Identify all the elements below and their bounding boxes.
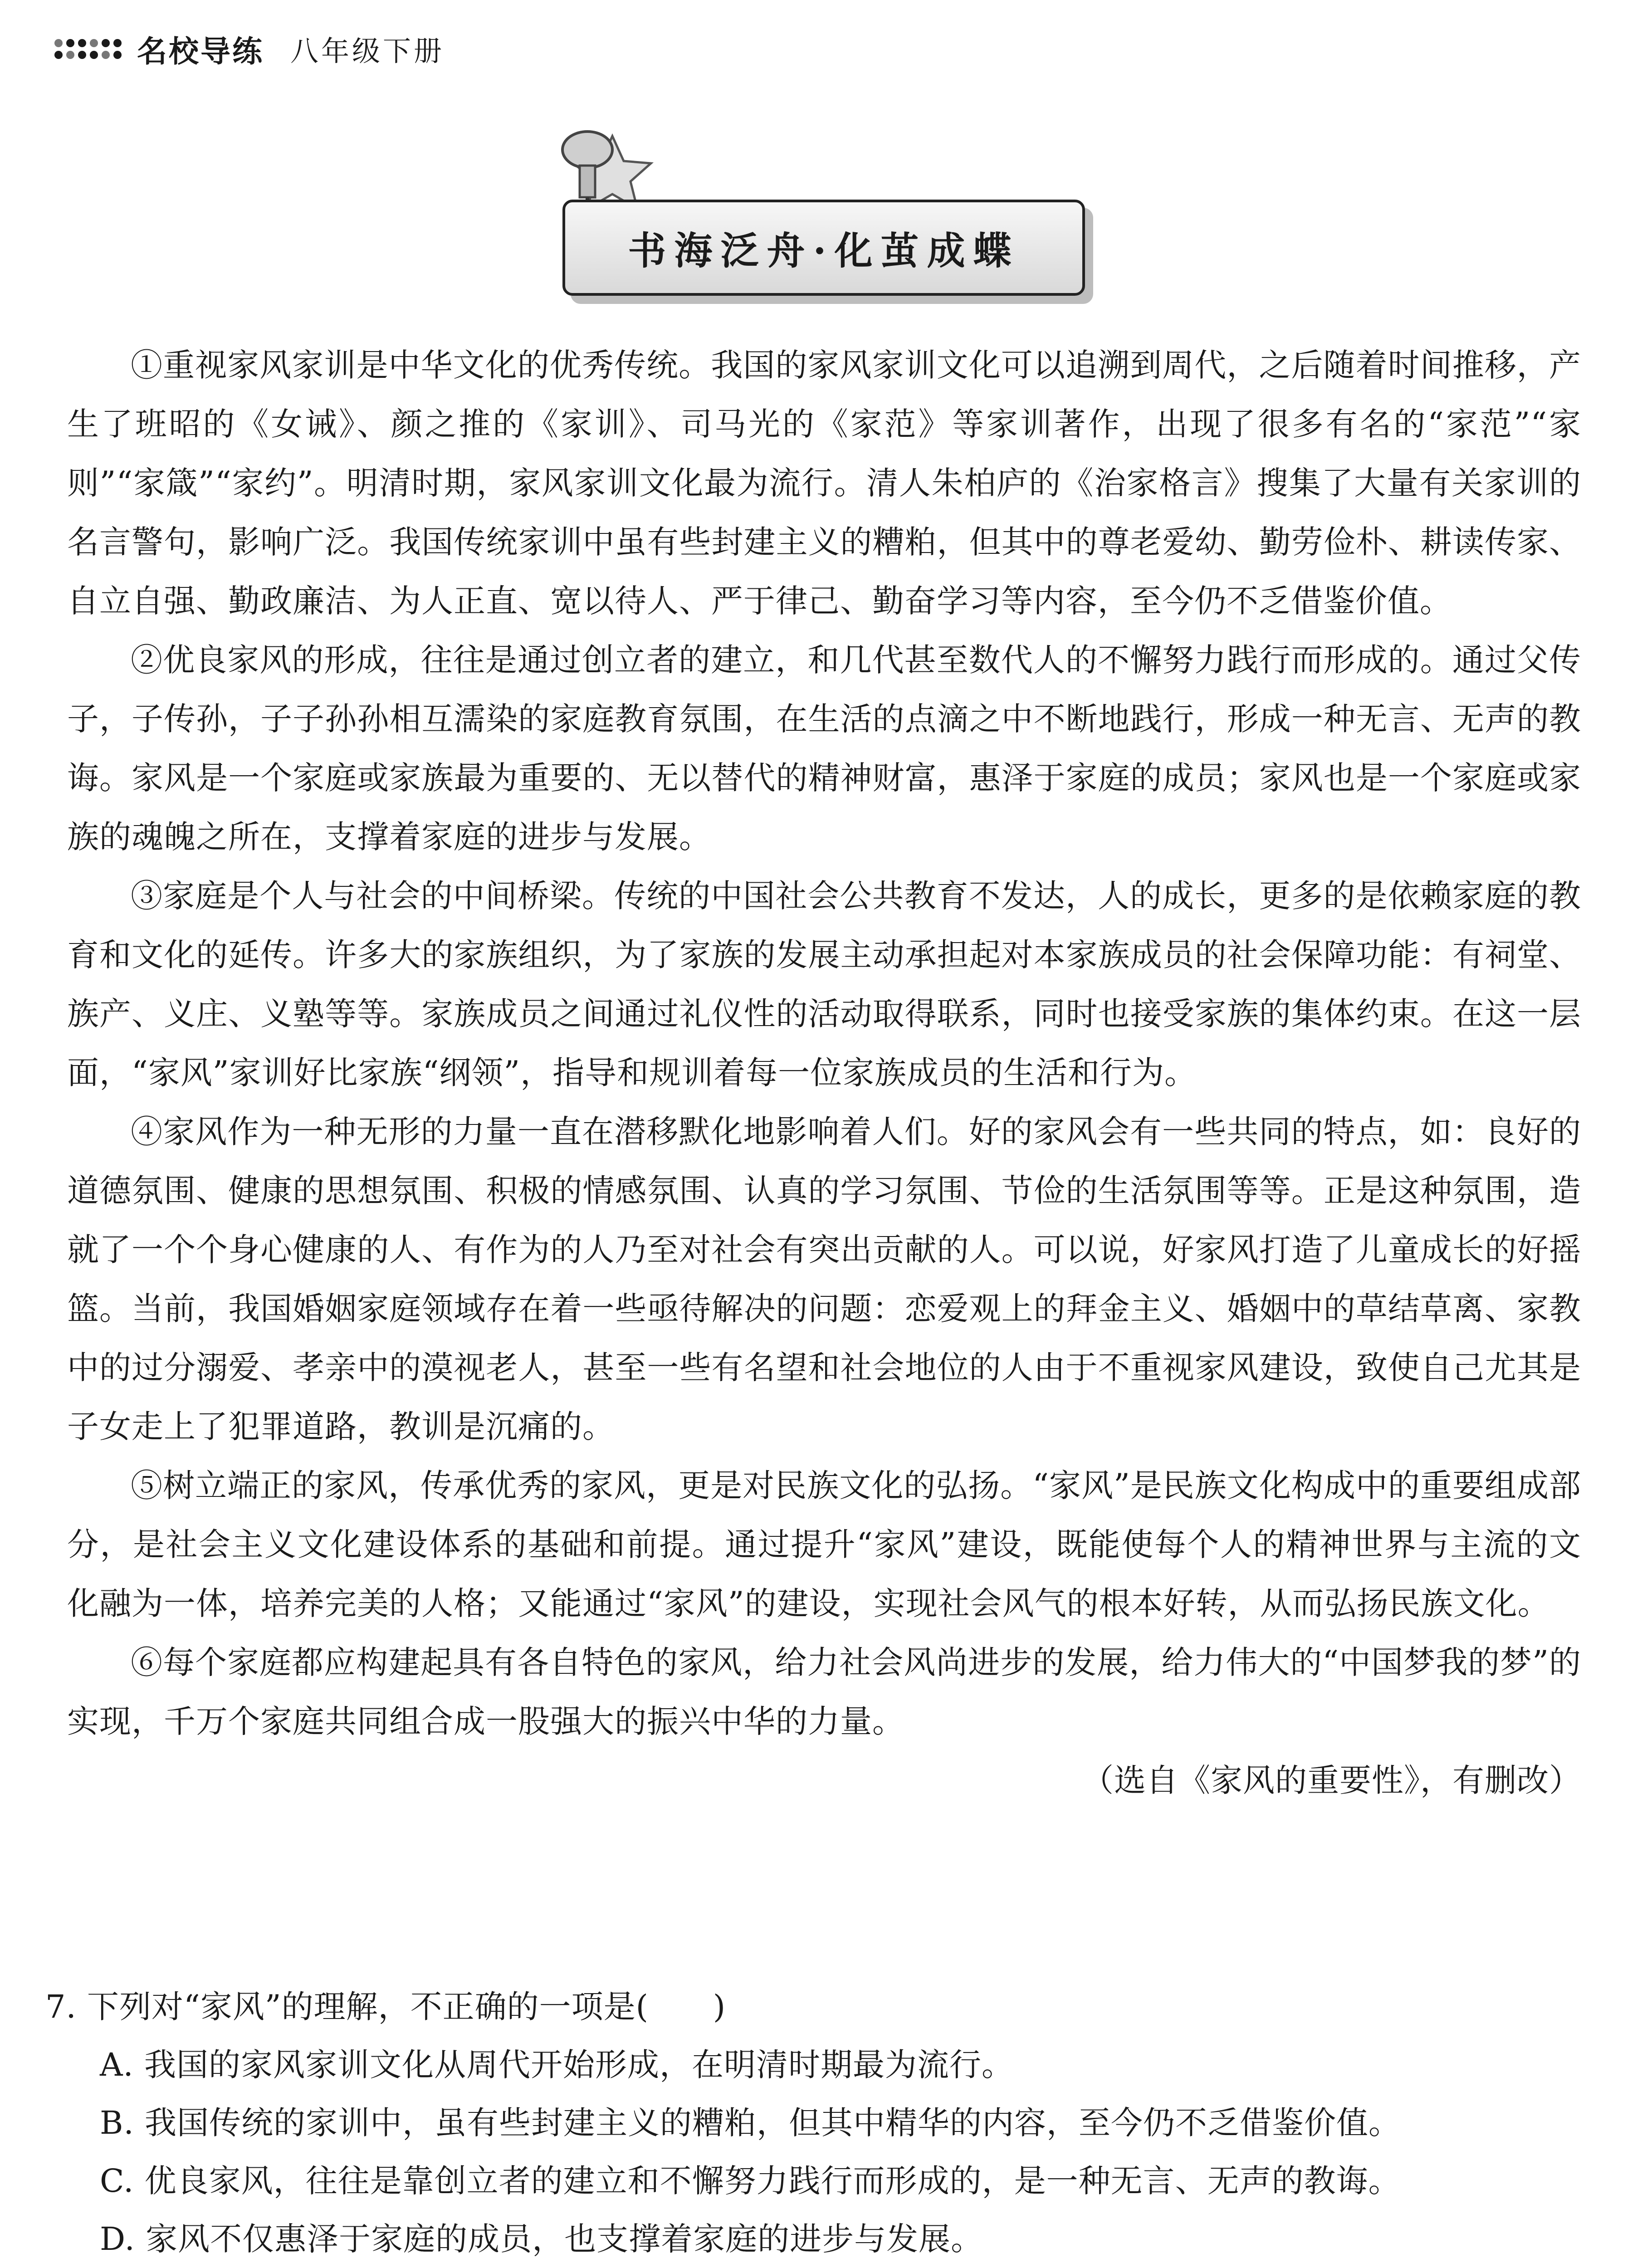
article-body [67,336,1581,1810]
article-paragraph-3: ③家庭是个人与社会的中间桥梁。传统的中国社会公共教育不发达，人的成长，更多的是依赖家庭的教育和文化的延传。许多大的家族组织，为了家族的发展主动承担起对本家族成员的社会保障功能：有祠堂、族产、义庄、义塾等等。家族成员之间通过礼仪性的活动取得联系，同时也接受家族的集体约束。在这一层面，“家风”家训好比家族“纲领”，指导和规训着每一位家族成员的生活和行为。 [67,877,1581,1091]
article-paragraph-1: ①重视家风家训是中华文化的优秀传统。我国的家风家训文化可以追溯到周代，之后随着时间推移，产生了班昭的《女诫》、颜之推的《家训》、司马光的《家范》等家训著作，出现了很多有名的“家范”“家则”“家箴”“家约”。明清时期，家风家训文化最为流行。清人朱柏庐的《治家格言》搜集了大量有关家训的名言警句，影响广泛。我国传统家训中虽有些封建主义的糟粕，但其中的尊老爱幼、勤劳俭朴、耕读传家、自立自强、勤政廉洁、为人正直、宽以待人、严于律己、勤奋学习等内容，至今仍不乏借鉴价值。 [67,347,1581,620]
option-d: D. 家风不仅惠泽于家庭的成员，也支撑着家庭的进步与发展。 [100,2220,983,2258]
page-header [54,27,445,70]
option-a: A. 我国的家风家训文化从周代开始形成，在明清时期最为流行。 [100,2046,1014,2083]
option-b: B. 我国传统的家训中，虽有些封建主义的糟粕，但其中精华的内容，至今仍不乏借鉴价值。 [100,2104,1401,2141]
question-stem: 7. 下列对“家风”的理解，不正确的一项是( ) [45,1988,726,2025]
banner-box [562,200,1085,296]
grade-label: 八年级下册 [290,34,445,68]
banner-title: 书海泛舟·化茧成蝶 [628,228,1020,273]
article-source: （选自《家风的重要性》，有删改） [1082,1762,1581,1799]
article-paragraph-6: ⑥每个家庭都应构建起具有各自特色的家风，给力社会风尚进步的发展，给力伟大的“中国梦我的梦”的实现，千万个家庭共同组合成一股强大的振兴中华的力量。 [67,1644,1581,1740]
article-paragraph-5: ⑤树立端正的家风，传承优秀的家风，更是对民族文化的弘扬。“家风”是民族文化构成中的重要组成部分，是社会主义文化建设体系的基础和前提。通过提升“家风”建设，既能使每个人的精神世界与主流的文化融为一体，培养完美的人格；又能通过“家风”的建设，实现社会风气的根本好转，从而弘扬民族文化。 [67,1467,1581,1622]
article-paragraph-2: ②优良家风的形成，往往是通过创立者的建立，和几代甚至数代人的不懈努力践行而形成的。通过父传子，子传孙，子子孙孙相互濡染的家庭教育氛围，在生活的点滴之中不断地践行，形成一种无言、无声的教诲。家风是一个家庭或家族最为重要的、无以替代的精神财富，惠泽于家庭的成员；家风也是一个家庭或家族的魂魄之所在，支撑着家庭的进步与发展。 [67,641,1581,855]
article-paragraph-4: ④家风作为一种无形的力量一直在潜移默化地影响着人们。好的家风会有一些共同的特点，如：良好的道德氛围、健康的思想氛围、积极的情感氛围、认真的学习氛围、节俭的生活氛围等等。正是这种氛围，造就了一个个身心健康的人、有作为的人乃至对社会有突出贡献的人。可以说，好家风打造了儿童成长的好摇篮。当前，我国婚姻家庭领域存在着一些亟待解决的问题：恋爱观上的拜金主义、婚姻中的草结草离、家教中的过分溺爱、孝亲中的漠视老人，甚至一些有名望和社会地位的人由于不重视家风建设，致使自己尤其是子女走上了犯罪道路，教训是沉痛的。 [67,1113,1581,1445]
section-banner [535,118,1107,308]
series-title: 名校导练 [137,34,264,69]
question-7 [45,1978,1588,2268]
option-c: C. 优良家风，往往是靠创立者的建立和不懈努力践行而形成的，是一种无言、无声的教诲。 [100,2162,1401,2200]
dots-logo-icon [54,39,122,59]
